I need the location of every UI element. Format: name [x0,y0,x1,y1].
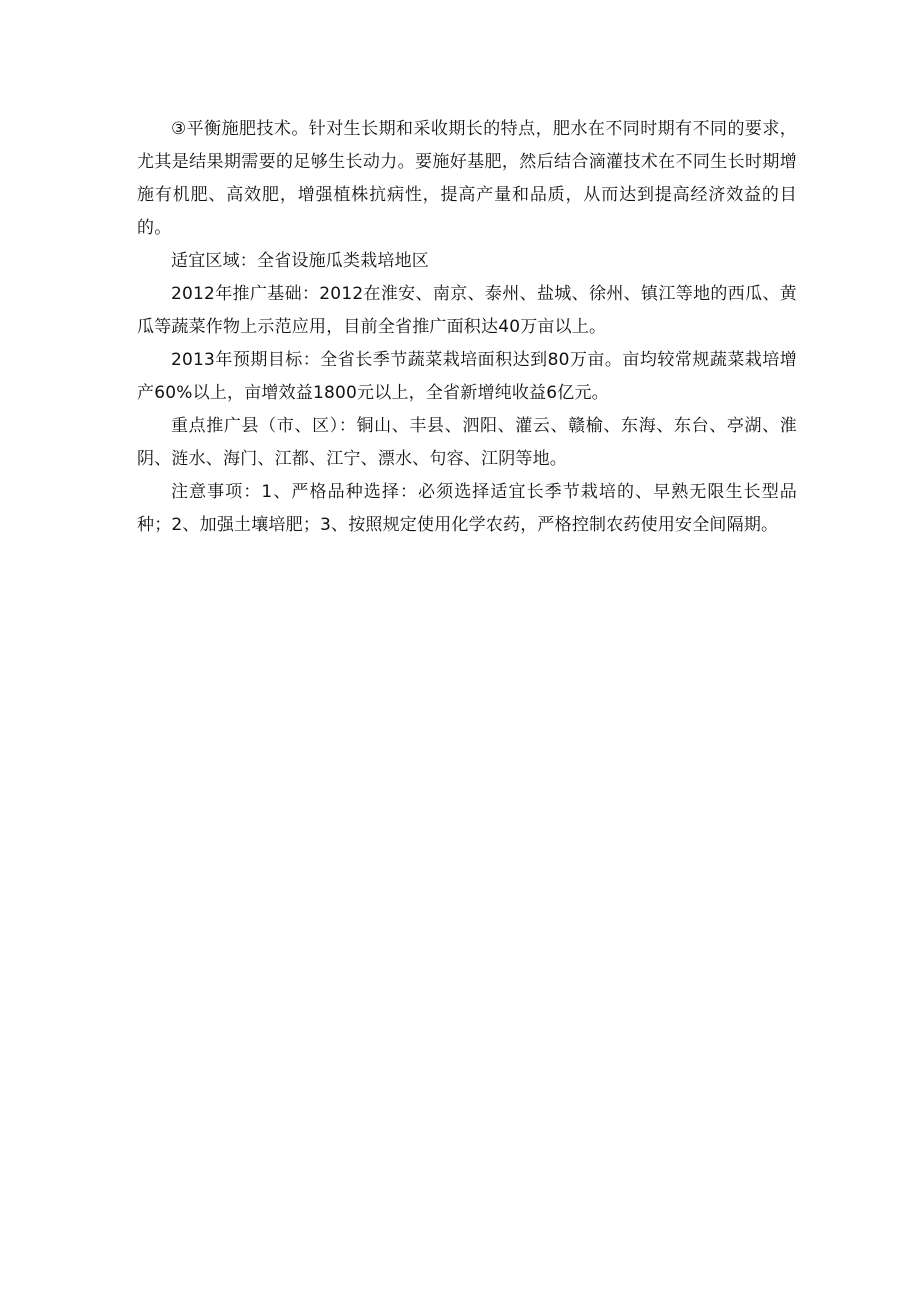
paragraph-promotion-basis-2012: 2012年推广基础：2012在淮安、南京、泰州、盐城、徐州、镇江等地的西瓜、黄瓜等蔬菜作物上示范应用，目前全省推广面积达40万亩以上。 [137,284,797,337]
paragraph-suitable-region: 适宜区域：全省设施瓜类栽培地区 [171,251,429,271]
paragraph-precautions: 注意事项：1、严格品种选择：必须选择适宜长季节栽培的、早熟无限生长型品种；2、加强土壤培肥；3、按照规定使用化学农药，严格控制农药使用安全间隔期。 [137,482,797,535]
paragraph-balanced-fertilization: ③平衡施肥技术。针对生长期和采收期长的特点，肥水在不同时期有不同的要求，尤其是结果期需要的足够生长动力。要施好基肥，然后结合滴灌技术在不同生长时期增施有机肥、高效肥，增强植株抗病性，提高产量和品质，从而达到提高经济效益的目的。 [137,119,797,238]
paragraph-key-counties: 重点推广县（市、区）：铜山、丰县、泗阳、灌云、赣榆、东海、东台、亭湖、淮阴、涟水、海门、江都、江宁、漂水、句容、江阴等地。 [137,416,797,469]
paragraph-expected-target-2013: 2013年预期目标：全省长季节蔬菜栽培面积达到80万亩。亩均较常规蔬菜栽培增产60%以上，亩增效益1800元以上，全省新增纯收益6亿元。 [137,350,797,403]
document-body [137,113,797,542]
